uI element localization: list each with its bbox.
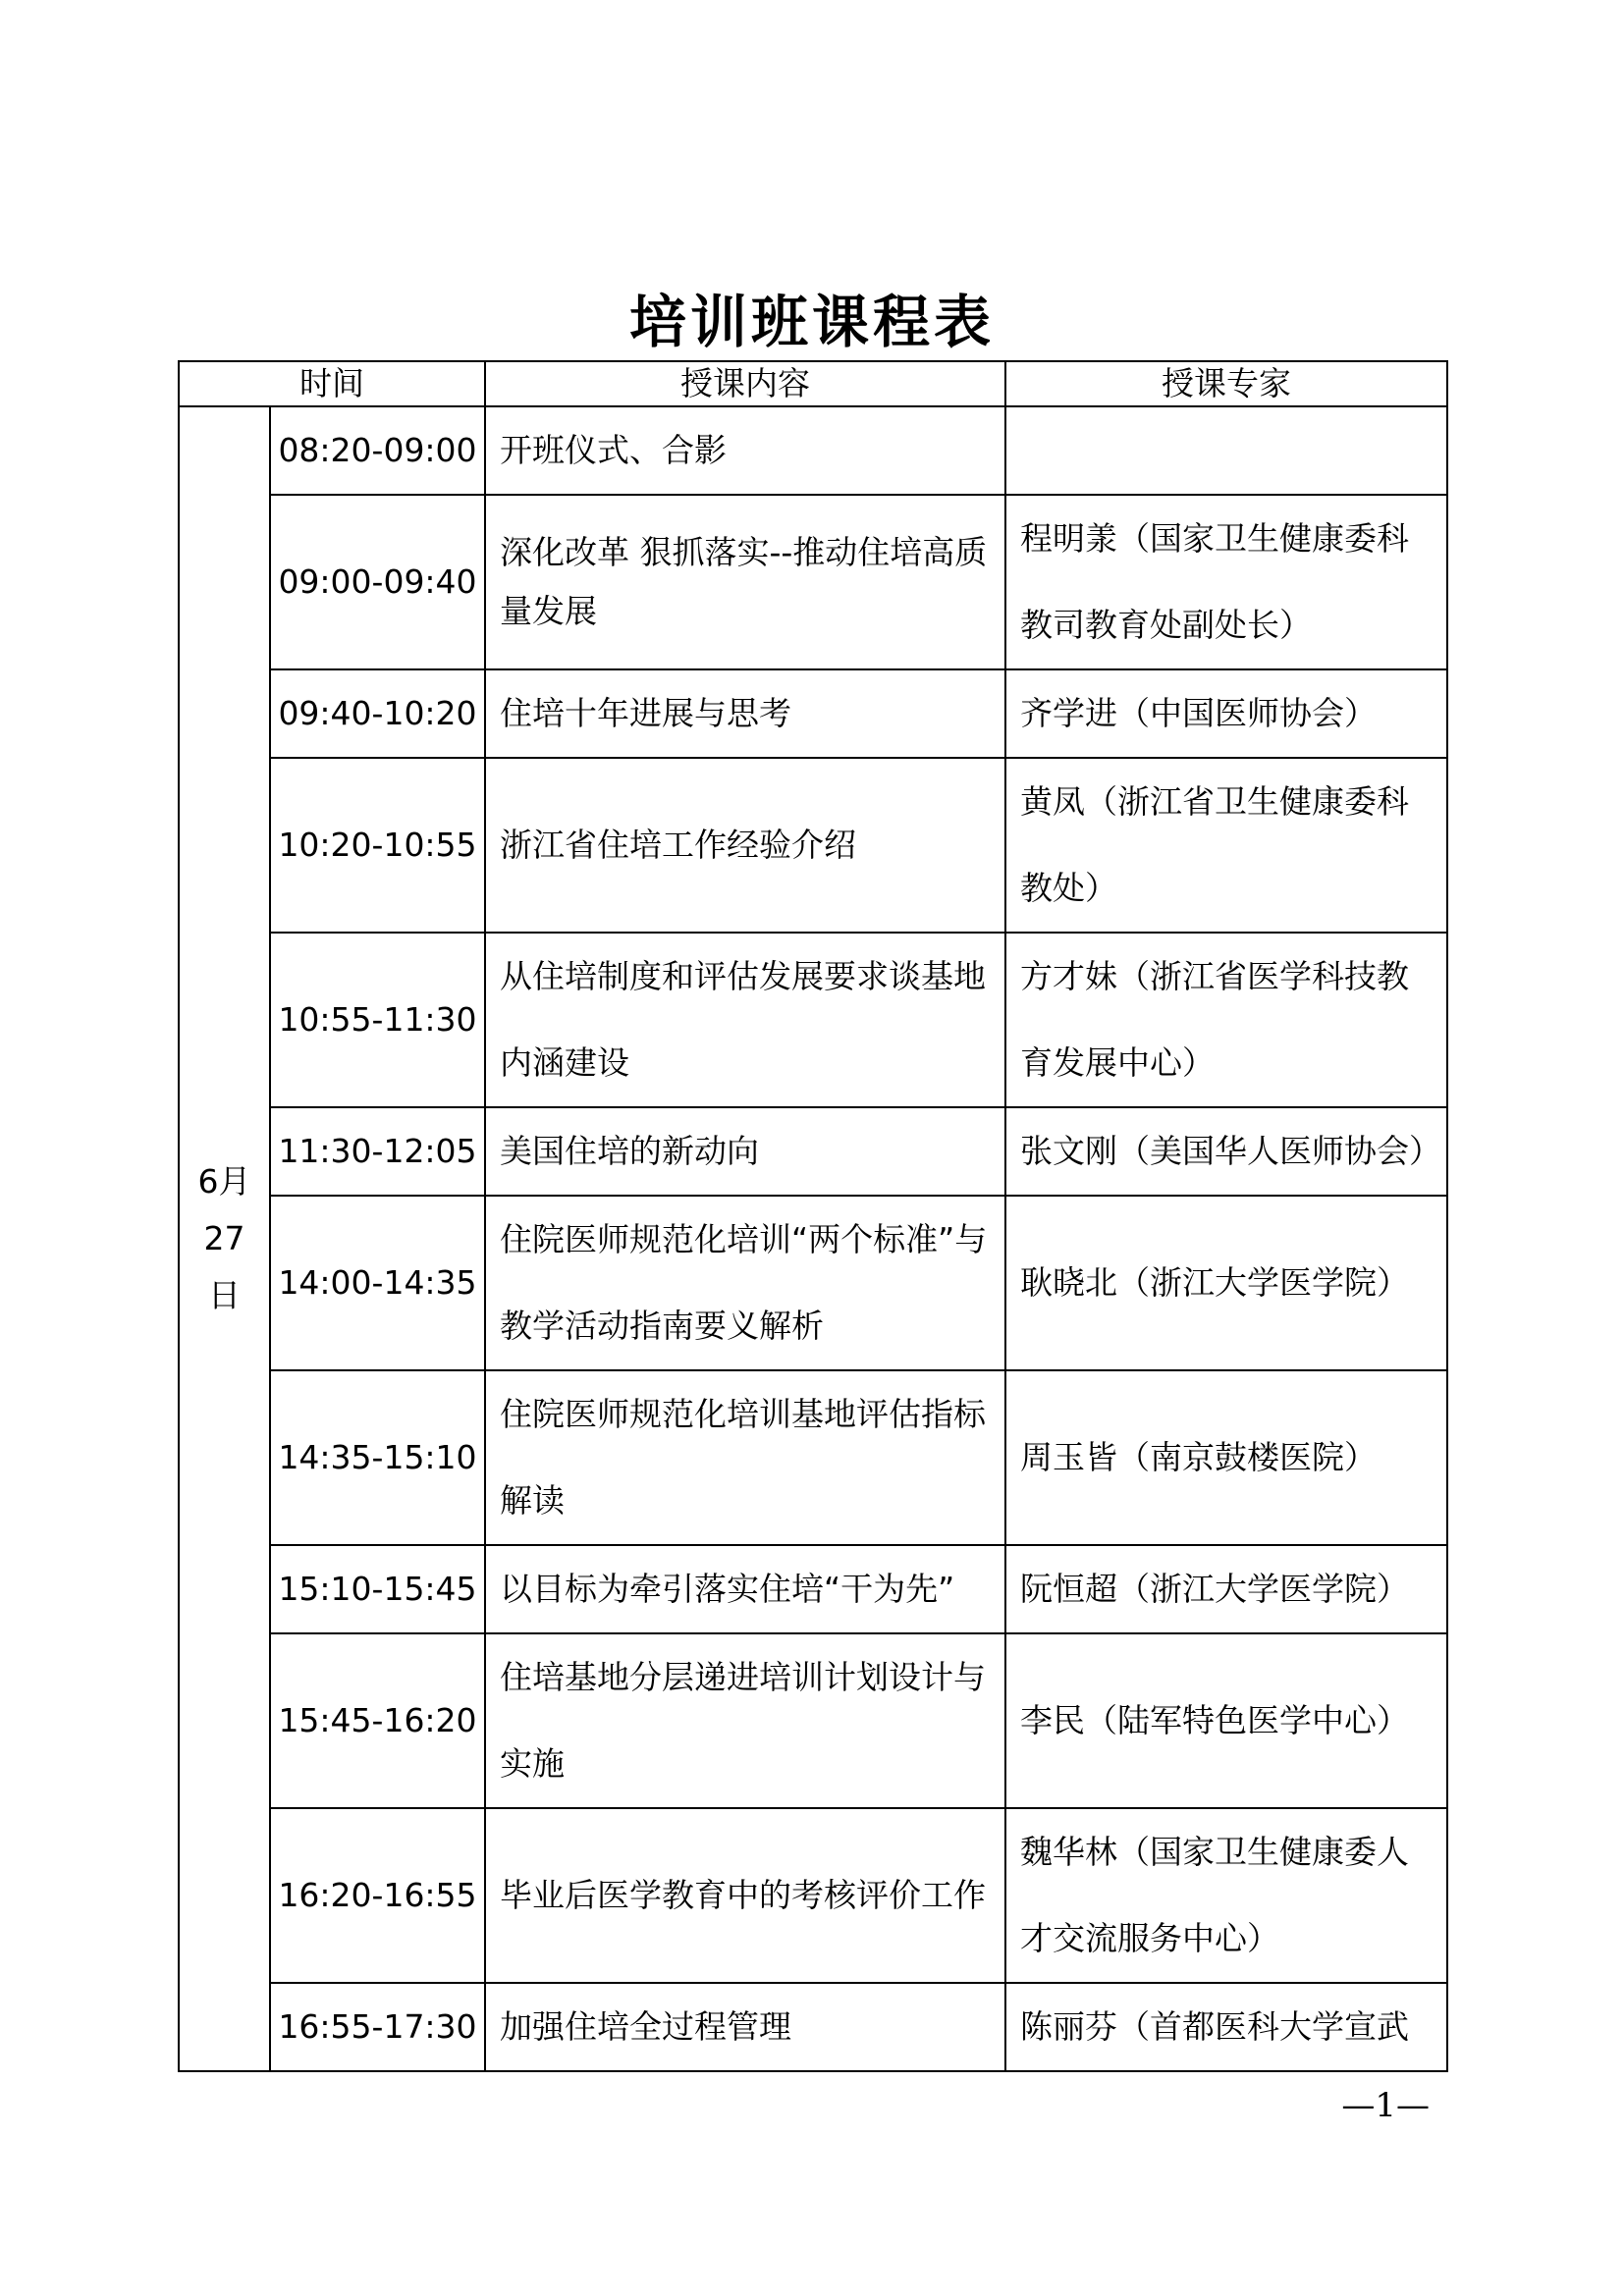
table-header-row [179,361,1447,406]
expert-cell: 程明羕（国家卫生健康委科教司教育处副处长） [1005,495,1447,669]
table-row [179,1196,1447,1370]
content-cell: 毕业后医学教育中的考核评价工作 [485,1808,1005,1983]
table-row [179,1370,1447,1545]
expert-cell: 齐学进（中国医师协会） [1005,669,1447,758]
expert-cell: 黄凤（浙江省卫生健康委科教处） [1005,758,1447,933]
content-cell: 加强住培全过程管理 [485,1983,1005,2071]
page-number: —1— [1341,2086,1430,2125]
expert-cell: 周玉皆（南京鼓楼医院） [1005,1370,1447,1545]
content-cell: 从住培制度和评估发展要求谈基地内涵建设 [485,933,1005,1107]
table-row [179,1107,1447,1196]
content-cell: 浙江省住培工作经验介绍 [485,758,1005,933]
table-row [179,1545,1447,1633]
table-row [179,1633,1447,1808]
time-cell: 08:20-09:00 [270,406,485,495]
content-cell: 住院医师规范化培训“两个标准”与教学活动指南要义解析 [485,1196,1005,1370]
content-cell: 以目标为牵引落实住培“干为先” [485,1545,1005,1633]
time-cell: 15:45-16:20 [270,1633,485,1808]
table-row [179,1808,1447,1983]
table-row [179,406,1447,495]
table-row [179,758,1447,933]
time-cell: 15:10-15:45 [270,1545,485,1633]
schedule-table [178,360,1448,2072]
expert-cell [1005,406,1447,495]
header-time: 时间 [179,361,485,406]
header-content: 授课内容 [485,361,1005,406]
expert-cell: 耿晓北（浙江大学医学院） [1005,1196,1447,1370]
content-cell: 美国住培的新动向 [485,1107,1005,1196]
table-row [179,1983,1447,2071]
expert-cell: 李民（陆军特色医学中心） [1005,1633,1447,1808]
time-cell: 09:00-09:40 [270,495,485,669]
table-row [179,669,1447,758]
document-title: 培训班课程表 [628,289,995,355]
time-cell: 14:00-14:35 [270,1196,485,1370]
time-cell: 09:40-10:20 [270,669,485,758]
content-cell: 深化改革 狠抓落实--推动住培高质量发展 [485,495,1005,669]
table-row [179,933,1447,1107]
time-cell: 10:55-11:30 [270,933,485,1107]
time-cell: 10:20-10:55 [270,758,485,933]
expert-cell: 阮恒超（浙江大学医学院） [1005,1545,1447,1633]
date-label: 6月27日 [197,1162,251,1314]
expert-cell: 陈丽芬（首都医科大学宣武 [1005,1983,1447,2071]
time-cell: 16:20-16:55 [270,1808,485,1983]
time-cell: 16:55-17:30 [270,1983,485,2071]
content-cell: 住培十年进展与思考 [485,669,1005,758]
time-cell: 11:30-12:05 [270,1107,485,1196]
table-row [179,495,1447,669]
expert-cell: 张文刚（美国华人医师协会） [1005,1107,1447,1196]
content-cell: 住培基地分层递进培训计划设计与实施 [485,1633,1005,1808]
time-cell: 14:35-15:10 [270,1370,485,1545]
header-expert: 授课专家 [1005,361,1447,406]
expert-cell: 方才妹（浙江省医学科技教育发展中心） [1005,933,1447,1107]
content-cell: 住院医师规范化培训基地评估指标解读 [485,1370,1005,1545]
content-cell: 开班仪式、合影 [485,406,1005,495]
date-cell [179,406,270,2071]
expert-cell: 魏华林（国家卫生健康委人才交流服务中心） [1005,1808,1447,1983]
